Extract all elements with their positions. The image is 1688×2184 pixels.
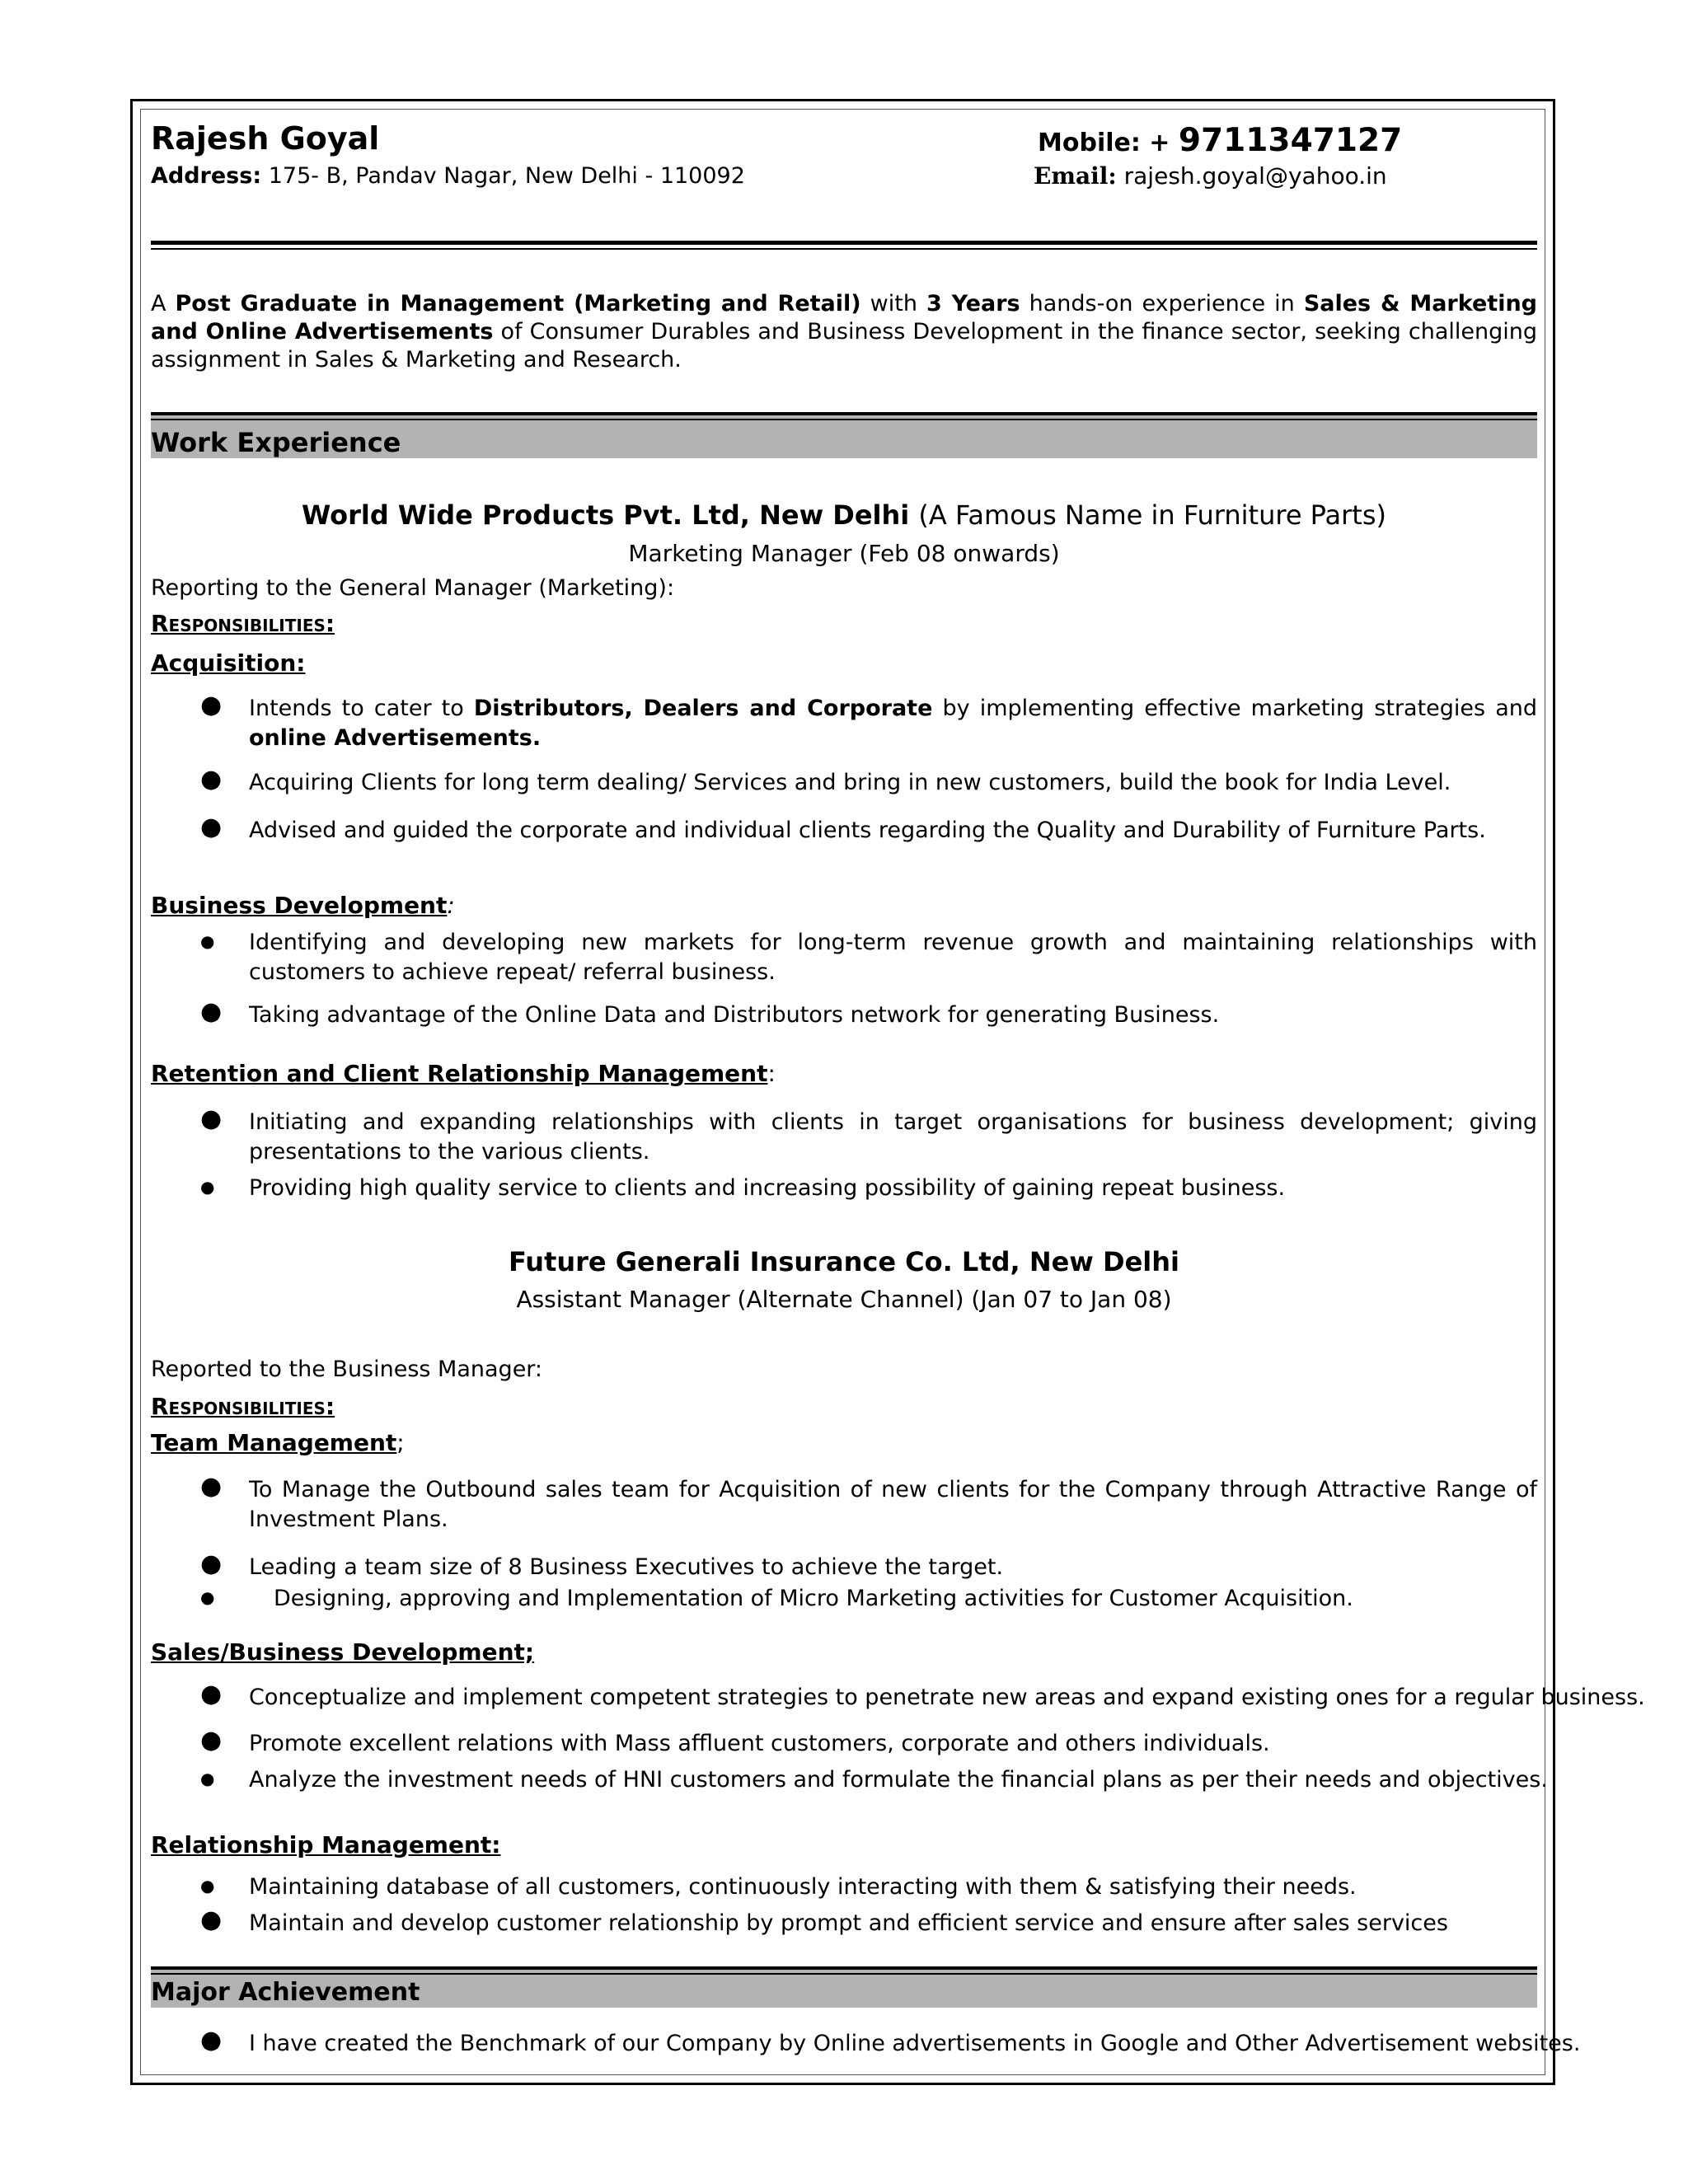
- heading-colon: :: [767, 1060, 776, 1087]
- item-text: by implementing effective marketing strategies and: [932, 696, 1537, 721]
- achievement-item-1: I have created the Benchmark of our Company by Online advertisements in Google and Other Advertisement websites.: [249, 2031, 1581, 2056]
- bullet-icon: ●: [200, 1726, 223, 1755]
- sales-development-item-3: Analyze the investment needs of HNI customers and formulate the financial plans as per their needs and objectives.: [249, 1767, 1548, 1793]
- major-achievement-bar: [151, 1966, 1537, 2008]
- summary-text: A: [151, 291, 176, 316]
- item-text: Intends to cater to: [249, 696, 474, 721]
- company-1-name: World Wide Products Pvt. Ltd, New Delhi: [301, 499, 910, 531]
- job-1-reporting: Reporting to the General Manager (Marketing):: [151, 575, 675, 601]
- relationship-management-item-2: Maintain and develop customer relationship by prompt and efficient service and ensure after sales services: [249, 1910, 1448, 1936]
- business-development-item-1: Identifying and developing new markets for long-term revenue growth and maintaining relationships with customers to achieve repeat/ referral business.: [249, 930, 1537, 985]
- relationship-management-item-1: Maintaining database of all customers, continuously interacting with them & satisfying their needs.: [249, 1874, 1357, 1900]
- bullet-icon: ●: [200, 1177, 215, 1197]
- bullet-icon: ●: [200, 1769, 215, 1788]
- acquisition-heading: Acquisition:: [151, 649, 306, 677]
- responsibilities-label: Responsibilities: [151, 1393, 326, 1420]
- job-2-reporting: Reported to the Business Manager:: [151, 1357, 543, 1382]
- sales-development-item-2: Promote excellent relations with Mass affluent customers, corporate and others individuals.: [249, 1731, 1270, 1756]
- address-label: Address:: [151, 163, 262, 189]
- bullet-icon: ●: [200, 2026, 223, 2055]
- major-achievement-title: Major Achievement: [151, 1978, 420, 2007]
- responsibilities-colon: :: [325, 1393, 335, 1420]
- business-development-label: Business Development: [151, 892, 448, 919]
- bullet-icon: ●: [200, 765, 223, 794]
- retention-item-1: Initiating and expanding relationships with clients in target organisations for business development; giving presentations to the various clients.: [249, 1109, 1537, 1165]
- retention-heading: [151, 1060, 776, 1087]
- bullet-icon: ●: [200, 691, 223, 719]
- item-highlight: Distributors, Dealers and Corporate: [473, 696, 933, 721]
- summary-highlight: Post Graduate in Management (Marketing and Retail): [175, 291, 861, 316]
- summary-text: with: [860, 291, 926, 316]
- team-management-item-1: To Manage the Outbound sales team for Acquisition of new clients for the Company through Attractive Range of Investment Plans.: [249, 1477, 1537, 1532]
- bullet-icon: ●: [200, 1905, 223, 1934]
- team-management-label: Team Management: [151, 1429, 397, 1456]
- item-highlight: online Advertisements.: [249, 725, 542, 751]
- team-management-item-3: Designing, approving and Implementation of Micro Marketing activities for Customer Acquisition.: [274, 1586, 1353, 1611]
- email-value: rajesh.goyal@yahoo.in: [1123, 162, 1387, 190]
- acquisition-item-2: Acquiring Clients for long term dealing/ Services and bring in new customers, build the book for India Level.: [249, 770, 1451, 795]
- sales-development-item-1: Conceptualize and implement competent strategies to penetrate new areas and expand existing ones for a regular business.: [249, 1685, 1645, 1710]
- mobile-label: Mobile: +: [1038, 129, 1170, 157]
- heading-colon: :: [447, 892, 455, 919]
- business-development-heading: [151, 892, 455, 919]
- business-development-item-2: Taking advantage of the Online Data and Distributors network for generating Business.: [249, 1002, 1220, 1028]
- company-2-name: Future Generali Insurance Co. Ltd, New Delhi: [509, 1246, 1179, 1277]
- bullet-icon: ●: [200, 931, 215, 951]
- responsibilities-label: Responsibilities: [151, 610, 326, 637]
- header-divider-thick: [151, 241, 1537, 245]
- team-management-item-2: Leading a team size of 8 Business Executives to achieve the target.: [249, 1554, 1004, 1580]
- bullet-icon: ●: [200, 1680, 223, 1708]
- address-line: [151, 163, 745, 189]
- company-1-note: (A Famous Name in Furniture Parts): [918, 499, 1386, 531]
- bullet-icon: ●: [200, 1472, 223, 1501]
- email-label: Email:: [1034, 162, 1117, 190]
- work-experience-title: Work Experience: [151, 427, 401, 458]
- bullet-icon: ●: [200, 1876, 215, 1896]
- acquisition-item-1: [249, 694, 1537, 753]
- acquisition-item-3: Advised and guided the corporate and individual clients regarding the Quality and Durability of Furniture Parts.: [249, 818, 1486, 843]
- summary-text: hands-on experience in: [1020, 291, 1304, 316]
- retention-item-2: Providing high quality service to clients and increasing possibility of gaining repeat business.: [249, 1175, 1286, 1201]
- bullet-icon: ●: [200, 1587, 215, 1607]
- bullet-icon: ●: [200, 813, 223, 841]
- sales-business-development-heading: Sales/Business Development;: [151, 1638, 535, 1666]
- bullet-icon: ●: [200, 1104, 223, 1133]
- retention-label: Retention and Client Relationship Management: [151, 1060, 768, 1087]
- responsibilities-colon: :: [325, 610, 335, 637]
- mobile-line: [1038, 122, 1402, 159]
- summary-text: of Consumer Durables and Business Development in the finance sector, seeking challenging assignment in Sales & Marketing and Research.: [151, 319, 1537, 373]
- company-1-heading: [151, 499, 1537, 531]
- summary-highlight: 3 Years: [926, 291, 1020, 316]
- bullet-icon: ●: [200, 1549, 223, 1578]
- profile-summary: [151, 290, 1537, 374]
- job-2-role: Assistant Manager (Alternate Channel) (Jan 07 to Jan 08): [516, 1286, 1172, 1313]
- candidate-name: Rajesh Goyal: [151, 120, 380, 157]
- bullet-icon: ●: [200, 997, 223, 1026]
- summary-highlight: Sales & Marketing and Online Advertisements: [151, 291, 1538, 344]
- job-2-responsibilities-heading: [151, 1393, 335, 1420]
- job-1-role: Marketing Manager (Feb 08 onwards): [628, 540, 1060, 567]
- relationship-management-heading: Relationship Management:: [151, 1831, 501, 1858]
- address-value: 175- B, Pandav Nagar, New Delhi - 110092: [268, 163, 745, 189]
- header-divider-thin: [151, 248, 1537, 250]
- email-line: [1034, 162, 1387, 190]
- mobile-number: 9711347127: [1178, 122, 1403, 159]
- heading-colon: ;: [396, 1429, 405, 1456]
- work-experience-bar: [151, 412, 1537, 458]
- job-1-responsibilities-heading: [151, 610, 335, 637]
- team-management-heading: [151, 1429, 405, 1456]
